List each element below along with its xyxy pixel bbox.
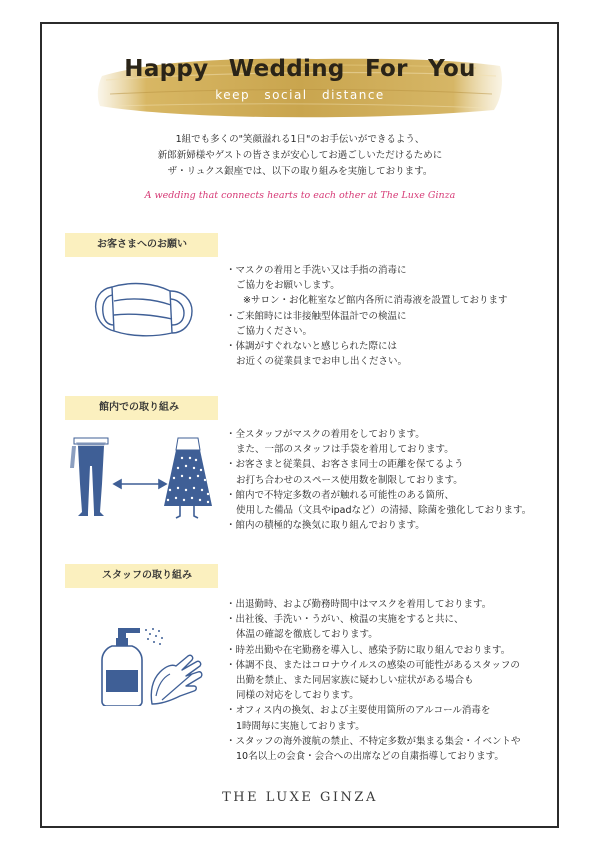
social-distance-people-icon — [66, 436, 216, 522]
section-heading-staff-measures: スタッフの取り組み — [65, 564, 218, 588]
staff-measures-list — [226, 597, 556, 764]
page-subtitle: keep social distance — [215, 88, 385, 102]
list-item: お近くの従業員までお申し出ください。 — [236, 356, 408, 368]
list-item: 同様の対応をしております。 — [236, 690, 359, 702]
list-item: ・体調不良、またはコロナウイルスの感染の可能性があるスタッフの — [226, 659, 520, 671]
list-item: ・マスクの着用と手洗い又は手指の消毒に — [226, 265, 407, 276]
list-item: また、一部のスタッフは手袋を着用しております。 — [236, 444, 454, 456]
section-heading-guest-requests: お客さまへのお願い — [65, 233, 218, 257]
guest-requests-list — [226, 263, 556, 369]
list-item-note: ※サロン・お化粧室など館内各所に消毒液を設置しております — [243, 295, 508, 307]
list-item: 1時間毎に実施しております。 — [236, 720, 365, 732]
list-item: ・お客さまと従業員、お客さま同士の距離を保てるよう — [226, 459, 464, 471]
list-item: 10名以上の会食・会合への出席などの自粛指導しております。 — [236, 751, 504, 763]
hand-sanitizer-icon — [96, 626, 206, 706]
list-item: 出勤を禁止、また同居家族に疑わしい症状がある場合も — [236, 675, 474, 687]
list-item: ・ご来館時には非接触型体温計での検温に — [226, 310, 407, 322]
intro-line: 新郎新婦様やゲストの皆さまが安心してお過ごしいただけるために — [157, 150, 443, 161]
list-item: ・館内で不特定多数の者が触れる可能性のある箇所、 — [226, 489, 455, 501]
list-item: ・スタッフの海外渡航の禁止、不特定多数が集まる集会・イベントや — [226, 735, 521, 747]
list-item: 使用した備品（文具やipadなど）の清掃、除菌を強化しております。 — [236, 505, 532, 517]
list-item: 体温の確認を徹底しております。 — [236, 629, 378, 641]
list-item: お打ち合わせのスペース使用数を制限しております。 — [236, 474, 463, 486]
intro-line: ザ・リュクス銀座では、以下の取り組みを実施しております。 — [167, 166, 433, 177]
list-item: ・全スタッフがマスクの着用をしております。 — [226, 429, 425, 440]
list-item: ご協力ください。 — [236, 325, 313, 337]
list-item: ・体調がすぐれないと感じられた際には — [226, 341, 398, 353]
section-heading-venue-measures: 館内での取り組み — [65, 396, 218, 420]
brand-footer: THE LUXE GINZA — [222, 790, 378, 805]
face-mask-icon — [92, 273, 198, 345]
tagline: A wedding that connects hearts to each other at The Luxe Ginza — [144, 190, 456, 201]
intro-text — [0, 132, 600, 180]
list-item: ・出社後、手洗い・うがい、検温の実施をすると共に、 — [226, 614, 464, 626]
list-item: ・時差出勤や在宅勤務を導入し、感染予防に取り組んでおります。 — [226, 644, 511, 656]
list-item: ご協力をお願いします。 — [236, 280, 340, 292]
list-item: ・出退勤時、および勤務時間中はマスクを着用しております。 — [226, 599, 492, 610]
list-item: ・オフィス内の換気、および主要使用箇所のアルコール消毒を — [226, 705, 491, 717]
venue-measures-list — [226, 427, 556, 533]
page-title: Happy Wedding For You — [124, 56, 476, 82]
list-item: ・館内の積極的な換気に取り組んでおります。 — [226, 520, 425, 532]
intro-line: 1組でも多くの"笑顔溢れる1日"のお手伝いができるよう、 — [175, 134, 425, 145]
